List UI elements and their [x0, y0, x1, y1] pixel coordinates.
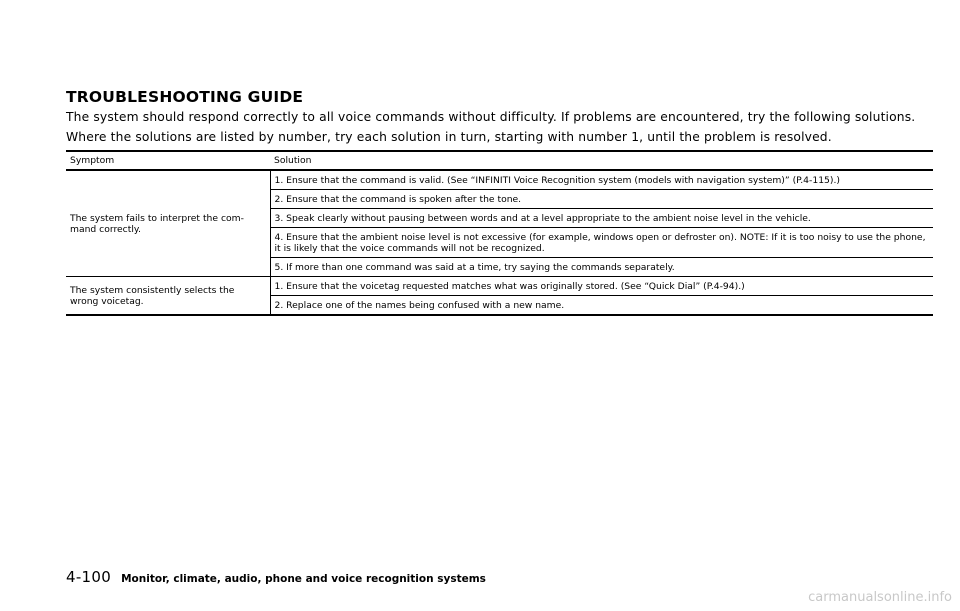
section-title: Monitor, climate, audio, phone and voice recognition systems [121, 573, 486, 585]
troubleshooting-table [66, 150, 933, 316]
solution-cell: 3. Speak clearly without pausing between words and at a level appropriate to the ambient noise level in the vehicle. [270, 209, 933, 228]
solution-cell: 2. Replace one of the names being confused with a new name. [270, 296, 933, 316]
table-header-row [66, 151, 933, 170]
symptom-cell: The system fails to interpret the com- mand correctly. [66, 170, 270, 277]
watermark: carmanualsonline.info [808, 590, 952, 605]
symptom-cell: The system consistently selects the wrong voicetag. [66, 277, 270, 316]
header-solution: Solution [270, 151, 933, 170]
intro-line-1: The system should respond correctly to all voice commands without difficulty. If problems are encountered, try the following solutions. [66, 110, 916, 124]
intro-line-2: Where the solutions are listed by number, try each solution in turn, starting with number 1, until the problem is resolved. [66, 130, 832, 144]
solution-cell: 4. Ensure that the ambient noise level is not excessive (for example, windows open or defroster on). NOTE: If it is too noisy to use the phone, it is likely that the voice commands will not be recognized. [270, 228, 933, 258]
solution-cell: 2. Ensure that the command is spoken after the tone. [270, 190, 933, 209]
page-footer [66, 568, 486, 586]
table-row [66, 277, 933, 296]
page-title: TROUBLESHOOTING GUIDE [66, 88, 304, 106]
solution-cell: 1. Ensure that the command is valid. (See “INFINITI Voice Recognition system (models with navigation system)” (P.4-115).) [270, 170, 933, 190]
header-symptom: Symptom [66, 151, 270, 170]
solution-cell: 1. Ensure that the voicetag requested matches what was originally stored. (See “Quick Dial” (P.4-94).) [270, 277, 933, 296]
solution-cell: 5. If more than one command was said at a time, try saying the commands separately. [270, 258, 933, 277]
page-number: 4-100 [66, 568, 112, 586]
table-row [66, 170, 933, 190]
